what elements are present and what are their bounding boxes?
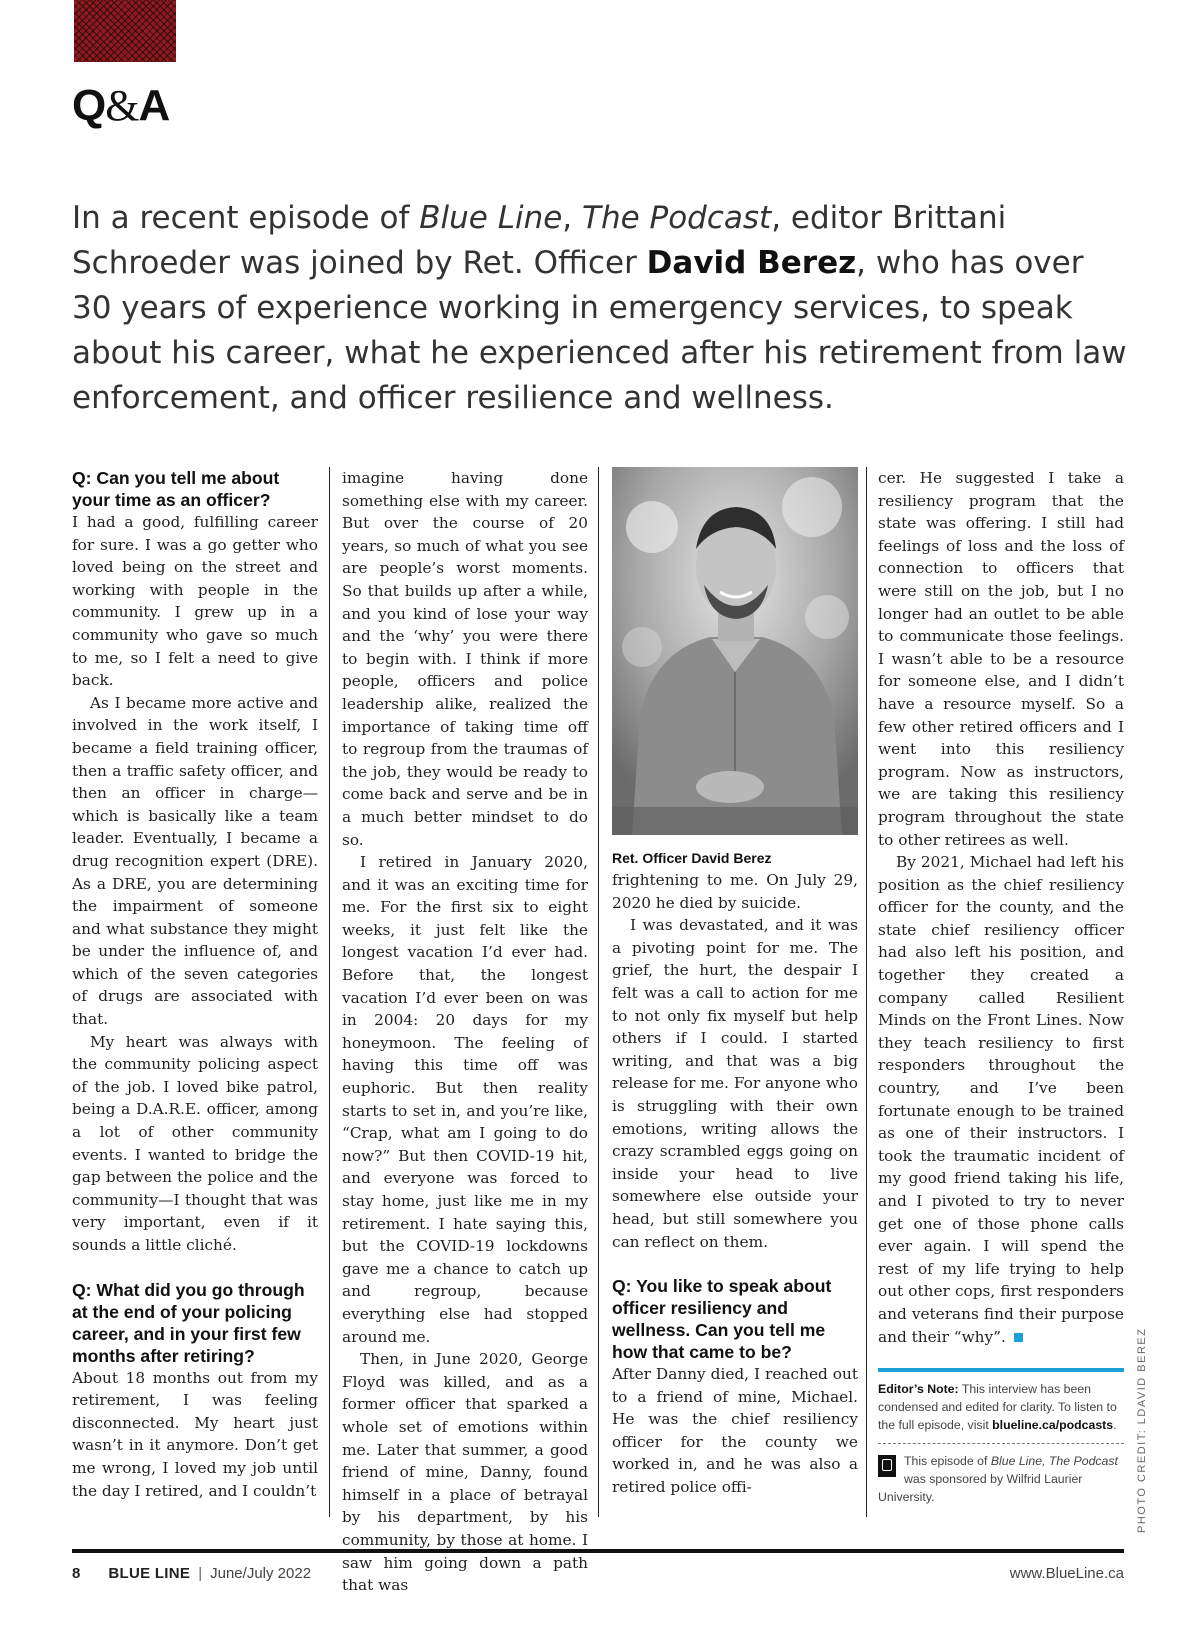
question-heading: Q: Can you tell me about your time as an officer?	[72, 468, 280, 510]
answer-paragraph: cer. He suggested I take a resiliency program that the state was offering. I still had feelings of loss and the loss of connection to officers that were still on the job, but I no longer had an outlet to be able to communicate those feelings. I wasn’t able to be a resource for someone else, and I didn’t have a resource myself. So a few other retired officers and I went into this resiliency program. Now as instructors, we are taking this resiliency program throughout the state to other retirees as well.	[878, 469, 1124, 849]
column-rule	[329, 467, 330, 1517]
issue-date: June/July 2022	[210, 1565, 312, 1582]
intro-comma: ,	[562, 200, 583, 236]
intro-text-1: In a recent episode of	[72, 200, 420, 236]
page-footer	[72, 1565, 1124, 1582]
article-column-4	[878, 467, 1124, 1348]
footer-rule	[72, 1549, 1124, 1553]
sponsor-note	[878, 1452, 1124, 1506]
answer-paragraph: About 18 months out from my retirement, I was feeling disconnected. My heart just wasn’t in it anymore. Don’t get me wrong, I loved my job until the day I retired, and I couldn’t	[72, 1368, 318, 1500]
photo-caption: Ret. Officer David Berez	[612, 850, 772, 866]
corner-pattern-block	[74, 0, 176, 62]
answer-paragraph	[878, 851, 1124, 1348]
sponsor-text-1: This episode of	[904, 1454, 991, 1468]
answer-paragraph: I had a good, fulfilling career for sure. I was a go getter who loved being on the street and working with people in the community. I grew up in a community who gave so much to me, so I felt a need to give back.	[72, 513, 318, 690]
footer-separator: |	[198, 1565, 203, 1582]
sponsor-text-2: was sponsored by Wilfrid Laurier University.	[878, 1472, 1083, 1504]
page-number: 8	[72, 1565, 81, 1582]
section-label-qa	[72, 80, 169, 131]
article-column-2	[342, 467, 588, 1597]
column-rule	[866, 467, 867, 1517]
podcast-mic-icon	[878, 1455, 896, 1477]
answer-paragraph: I retired in January 2020, and it was an exciting time for me. For the first six to eight weeks, it just felt like the longest vacation I’d ever had. Before that, the longest vacation I’d ever been on was in 2004: 20 days for my honeymoon. The feeling of having this time off was euphoric. But then reality starts to set in, and you’re like, “Crap, what am I going to do now?” But then COVID-19 hit, and everyone was forced to stay home, just like me in my retirement. I hate saying this, but the COVID-19 lockdowns gave me a chance to catch up and regroup, because everything else had stopped around me.	[342, 853, 588, 1346]
section-amp: &	[105, 81, 139, 130]
editor-note-text: This interview has been condensed and edited for clarity. To listen to the full episode, visit	[878, 1382, 1117, 1432]
answer-paragraph-text: By 2021, Michael had left his position as the chief resiliency officer for the county, and the state chief resiliency officer had also left his position, and together they created a company called Resilient Minds on the Front Lines. Now they teach resiliency to first responders throughout the country, and I’ve been fortunate enough to be trained as one of their instructors. I took the traumatic incident of my good friend taking his life, and I pivoted to try to never get one of those phone calls ever again. I will spend the rest of my life trying to help out other cops, first responders and veterans find their purpose and their “why”.	[878, 853, 1124, 1346]
answer-paragraph: My heart was always with the community policing aspect of the job. I loved bike patrol, being a D.A.R.E. officer, among a lot of other community events. I wanted to bridge the gap between the police and the community—I thought that was very important, even if it sounds a little cliché.	[72, 1032, 318, 1254]
editor-note-box	[878, 1368, 1124, 1506]
intro-text-2: , editor Brittani Schroeder was joined by Ret. Officer	[72, 200, 1007, 281]
column-rule	[598, 467, 599, 1517]
editor-note-period: .	[1113, 1418, 1117, 1432]
intro-text-3: , who has over 30 years of experience working in emergency services, to speak about his career, what he experienced after his retirement from law enforcement, and officer resilience and wellness.	[72, 245, 1127, 416]
question-heading: Q: What did you go through at the end of your policing career, and in your first few months after retiring?	[72, 1279, 305, 1366]
sponsor-podcast-name: Blue Line, The Podcast	[990, 1454, 1118, 1468]
website-link[interactable]: www.BlueLine.ca	[1009, 1565, 1124, 1582]
intro-paragraph	[72, 196, 1132, 421]
answer-paragraph: Then, in June 2020, George Floyd was killed, and as a former officer that sparked a whole set of emotions within me. Later that summer, a good friend of mine, Danny, found himself in a place of betrayal by his department, by his community, by those at home. I saw him going down a path that was	[342, 1350, 588, 1595]
section-q: Q	[72, 81, 106, 130]
answer-paragraph: As I became more active and involved in the work itself, I became a field training officer, then a traffic safety officer, and then an officer in charge—which is basically like a team leader. Eventually, I became a drug recognition expert (DRE). As a DRE, you are determining the impairment of someone and what substance they might be under the influence of, and which of the seven categories of drugs are associated with that.	[72, 693, 318, 1029]
answer-paragraph: frightening to me. On July 29, 2020 he died by suicide.	[612, 871, 858, 912]
intro-podcast: The Podcast	[582, 200, 772, 236]
intro-name: David Berez	[646, 245, 857, 281]
dashed-divider	[878, 1443, 1124, 1444]
answer-paragraph: After Danny died, I reached out to a friend of mine, Michael. He was the chief resiliency officer for the county we worked in, and he was also a retired police offi-	[612, 1365, 858, 1497]
section-a: A	[138, 81, 170, 130]
magazine-name: BLUE LINE	[108, 1565, 191, 1582]
article-column-3	[612, 869, 858, 1499]
editor-note	[878, 1380, 1124, 1434]
question-heading: Q: You like to speak about officer resiliency and wellness. Can you tell me how that came to be?	[612, 1276, 832, 1363]
end-of-article-square-icon	[1014, 1333, 1023, 1342]
article-column-1	[72, 467, 318, 1502]
portrait-photo	[612, 467, 858, 835]
answer-paragraph: imagine having done something else with my career. But over the course of 20 years, so much of what you see are people’s worst moments. So that builds up after a while, and you kind of lose your way and the ‘why’ you were there to begin with. I think if more people, officers and police leadership alike, realized the importance of taking time off to regroup from the traumas of the job, they would be ready to come back and serve and be in a much better mindset to do so.	[342, 469, 588, 849]
photo-credit: PHOTO CREDIT: LDAVID BEREZ	[1136, 1327, 1148, 1533]
answer-paragraph: I was devastated, and it was a pivoting point for me. The grief, the hurt, the despair I felt was a call to action for me to not only fix myself but help others if I could. I started writing, and that was a big release for me. For anyone who is struggling with their own emotions, writing allows the crazy scrambled eggs going on inside your head to live somewhere else outside your head, but still somewhere you can reflect on them.	[612, 916, 858, 1251]
intro-publication: Blue Line	[419, 200, 563, 236]
portrait-illustration	[612, 467, 858, 835]
editor-note-label: Editor’s Note:	[878, 1382, 959, 1396]
podcast-link[interactable]: blueline.ca/podcasts	[992, 1418, 1114, 1432]
